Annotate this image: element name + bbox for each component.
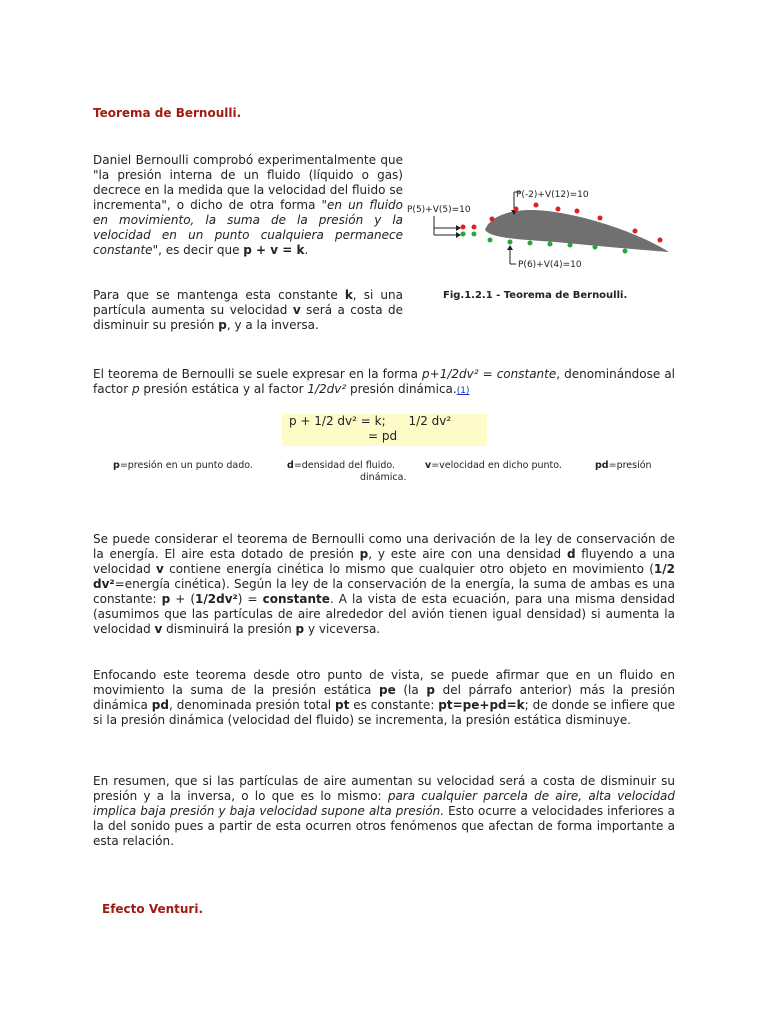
paragraph-formula-intro (93, 367, 675, 399)
text: El teorema de Bernoulli se suele expresar en la forma (93, 367, 423, 381)
text: . A la vista de esta ecuación, para una misma densidad (asumimos que las partículas de aire alrededor del avión tienen igual densidad) si aumenta la velocidad (93, 592, 675, 636)
legend-pd (595, 460, 652, 471)
bold-text: d (566, 547, 576, 561)
text: Enfocando este teorema desde otro punto de vista, se puede afirmar que en un fluido en movimiento la suma de la presión estática (93, 668, 675, 697)
page-title: Teorema de Bernoulli. (93, 106, 242, 120)
text: , y este aire con una densidad (368, 547, 567, 561)
bernoulli-airfoil-figure (405, 182, 675, 274)
paragraph-summary (93, 774, 675, 849)
bold-text: pt=pe+pd=k (438, 698, 525, 712)
symbol: pd (595, 460, 609, 471)
symbol: p (113, 460, 120, 471)
label-bottom: P(6)+V(4)=10 (518, 260, 582, 270)
bold-text: p (359, 547, 369, 561)
text: Para que se mantenga esta constante (93, 288, 345, 302)
text: fluyendo a una velocidad (93, 547, 675, 576)
text: , y a la inversa. (226, 318, 319, 332)
bold-text: 1/2 dv² (93, 562, 675, 591)
figure-caption: Fig.1.2.1 - Teorema de Bernoulli. (443, 290, 628, 301)
text: . (304, 243, 309, 257)
arrow-head (507, 245, 513, 250)
bold-text: 1/2dv² (195, 592, 238, 606)
label-top: P(-2)+V(12)=10 (516, 190, 589, 200)
label-left: P(5)+V(5)=10 (407, 205, 471, 215)
text: ; de donde se infiere que si la presión dinámica (velocidad del fluido) se incrementa, la presión estática disminuye. (93, 698, 676, 727)
legend-d (287, 460, 395, 471)
legend-p (113, 460, 253, 471)
airfoil-shape (485, 210, 669, 252)
bold-text: k (344, 288, 353, 302)
bold-text: p + v = k (243, 243, 305, 257)
bold-text: p (218, 318, 227, 332)
text: =presión en un punto dado. (119, 460, 253, 471)
bold-text: v (155, 562, 164, 576)
italic-text: p+1/2dv² = constante (422, 367, 557, 381)
text: , denominada presión total (168, 698, 335, 712)
text: ", es decir que (152, 243, 244, 257)
bold-text: pd (151, 698, 169, 712)
text: + ( (170, 592, 196, 606)
bold-text: pe (379, 683, 396, 697)
text: =energía cinética). Según la ley de la conservación de la energía, la suma de ambas es una constante: (93, 577, 675, 606)
formula-line-2: = pd (368, 429, 398, 443)
text: =presión (608, 460, 652, 471)
paragraph-energy (93, 532, 675, 637)
text: =densidad del fluido. (293, 460, 396, 471)
italic-text: para cualquier parcela de aire, alta velocidad implica baja presión y baja velocidad supone alta presión. (93, 789, 675, 818)
bold-text: v (292, 303, 301, 317)
text: disminuirá la presión (162, 622, 296, 636)
arrow-head (456, 225, 461, 231)
formula-box (282, 414, 487, 446)
text: y viceversa. (304, 622, 381, 636)
legend-pd-continued: dinámica. (360, 472, 407, 483)
paragraph-intro (93, 153, 403, 258)
text: presión dinámica. (346, 382, 457, 396)
text: Daniel Bernoulli comprobó experimentalmente que "la presión interna de un fluido (líquido o gas) decrece en la medida que la velocidad del fluido se incrementa", o dicho de otra forma " (93, 153, 403, 212)
text: será a costa de disminuir su presión (93, 303, 403, 332)
symbol: v (425, 460, 432, 471)
bold-text: v (154, 622, 163, 636)
bold-text: pt (334, 698, 350, 712)
paragraph-total-pressure (93, 668, 675, 728)
text: contiene energía cinética lo mismo que cualquier otro objeto en movimiento ( (163, 562, 654, 576)
text: Esto ocurre a velocidades inferiores a la del sonido pues a partir de esta ocurren otros fenómenos que afectan de forma importante a esta relación. (93, 804, 675, 848)
text: Se puede considerar el teorema de Bernoulli como una derivación de la ley de conservación de la energía. El aire esta dotado de presión (93, 532, 675, 561)
section-title-venturi: Efecto Venturi. (102, 902, 204, 916)
text: En resumen, que si las partículas de aire aumentan su velocidad será a costa de disminuir su presión y a la inversa, o lo que es lo mismo: (93, 774, 675, 803)
bold-text: p (161, 592, 171, 606)
text: , si una partícula aumenta su velocidad (93, 288, 403, 317)
paragraph-constant (93, 288, 403, 333)
arrow-head (456, 232, 461, 238)
legend-v (425, 460, 562, 471)
formula-line-1: p + 1/2 dv² = k; 1/2 dv² (289, 414, 452, 428)
italic-text: 1/2dv² (307, 382, 347, 396)
text: , denominándose al factor (93, 367, 676, 396)
bold-text: p (295, 622, 305, 636)
italic-text: en un fluido en movimiento, la suma de la presión y la velocidad en un punto cualquiera permanece constante (93, 198, 403, 257)
text: presión estática y al factor (139, 382, 308, 396)
text: ) = (237, 592, 263, 606)
italic-text: p (131, 382, 140, 396)
footnote-link[interactable]: (1) (456, 386, 470, 396)
bold-text: constante (262, 592, 330, 606)
text: (la (395, 683, 427, 697)
bold-text: p (426, 683, 435, 697)
symbol: d (287, 460, 294, 471)
text: del párrafo anterior) más la presión dinámica (93, 683, 675, 712)
text: es constante: (349, 698, 439, 712)
text: =velocidad en dicho punto. (431, 460, 562, 471)
